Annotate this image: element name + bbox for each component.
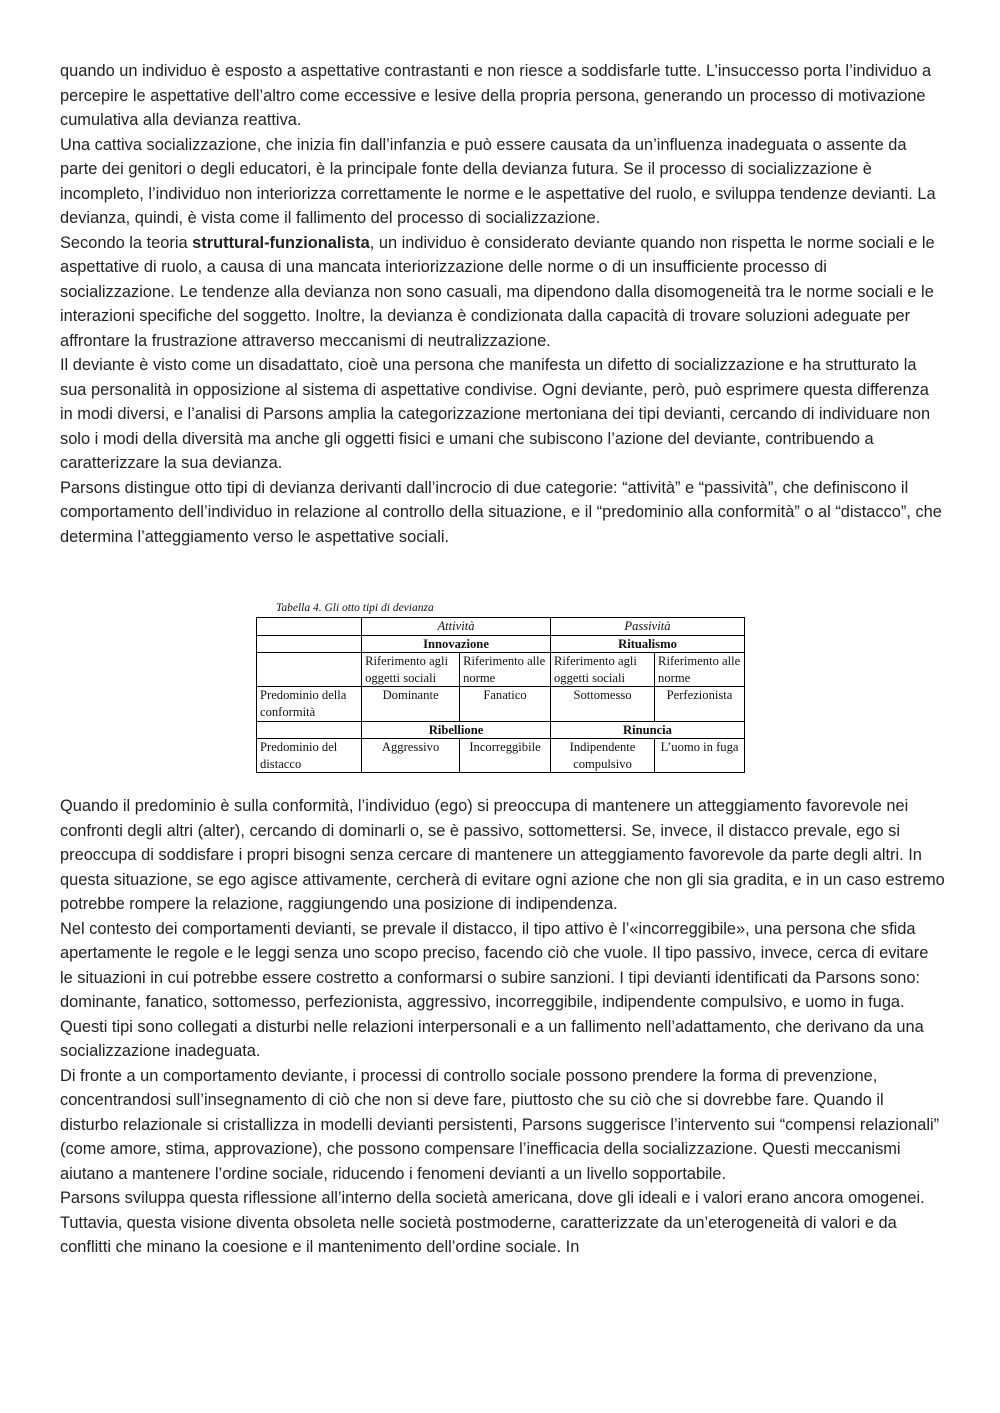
row-header-distacco: Predominio del distacco bbox=[257, 739, 362, 773]
table-cell bbox=[257, 618, 362, 636]
header-ritualismo: Ritualismo bbox=[550, 635, 744, 653]
table-cell bbox=[257, 721, 362, 739]
column-header-passivita: Passività bbox=[550, 618, 744, 636]
subheader-cell: Riferimento alle norme bbox=[460, 653, 551, 687]
table-cell: L’uomo in fuga bbox=[655, 739, 745, 773]
header-innovazione: Innovazione bbox=[362, 635, 551, 653]
paragraph: Secondo la teoria struttural-funzionalista, un individuo è considerato deviante quando non rispetta le norme sociali e le aspettative di ruolo, a causa di una mancata interiorizzazione delle norme o di un insufficiente processo di socializzazione. Le tendenze alla devianza non sono casuali, ma dipendono dalla disomogeneità tra le norme sociali e le interazioni specifiche del soggetto. Inoltre, la devianza è condizionata dalla capacità di trovare soluzioni adeguate per affrontare la frustrazione attraverso meccanismi di neutralizzazione. bbox=[60, 233, 935, 350]
subheader-cell: Riferimento agli oggetti sociali bbox=[550, 653, 654, 687]
table-cell: Indipendente compulsivo bbox=[550, 739, 654, 773]
table-row bbox=[257, 653, 745, 687]
header-ribellione: Ribellione bbox=[362, 721, 551, 739]
subheader-cell: Riferimento alle norme bbox=[655, 653, 745, 687]
row-header-conformita: Predominio della conformità bbox=[257, 687, 362, 721]
paragraph: quando un individuo è esposto a aspettative contrastanti e non riesce a soddisfarle tutte. L’insuccesso porta l’individuo a percepire le aspettative dell’altro come eccessive e lesive della propria persona, generando un processo di motivazione cumulativa alla devianza reattiva. bbox=[60, 62, 932, 129]
table-row bbox=[257, 635, 745, 653]
table-cell bbox=[257, 653, 362, 687]
paragraph: Parsons distingue otto tipi di devianza derivanti dall’incrocio di due categorie: “attività” e “passività”, che definiscono il comportamento dell’individuo in relazione al controllo della situazione, e il “predominio alla conformità” o al “distacco”, che determina l’atteggiamento verso le aspettative sociali. bbox=[60, 478, 942, 546]
table-cell: Incorreggibile bbox=[460, 739, 551, 773]
deviance-types-table bbox=[256, 617, 745, 773]
header-rinuncia: Rinuncia bbox=[550, 721, 744, 739]
table-row bbox=[257, 618, 745, 636]
intro-text bbox=[60, 59, 945, 549]
paragraph: Parsons sviluppa questa riflessione all’interno della società americana, dove gli ideali e i valori erano ancora omogenei. Tuttavia, questa visione diventa obsoleta nelle società postmoderne, caratterizzate da un’eterogeneità di valori e da conflitti che minano la coesione e il mantenimento dell’ordine sociale. In bbox=[60, 1189, 925, 1256]
paragraph: Il deviante è visto come un disadattato, cioè una persona che manifesta un difetto di socializzazione e ha strutturato la sua personalità in opposizione al sistema di aspettative condivise. Ogni deviante, però, può esprimere questa differenza in modi diversi, e l’analisi di Parsons amplia la categorizzazione mertoniana dei tipi devianti, cercando di individuare non solo i modi della diversità ma anche gli oggetti fisici e umani che subiscono l’azione del deviante, contribuendo a caratterizzare la sua devianza. bbox=[60, 356, 931, 472]
table-row bbox=[257, 687, 745, 721]
paragraph: Quando il predominio è sulla conformità, l’individuo (ego) si preoccupa di mantenere un atteggiamento favorevole nei confronti degli altri (alter), cercando di dominarli o, se è passivo, sottomettersi. Se, invece, il distacco prevale, ego si preoccupa di soddisfare i propri bisogni senza cercare di mantenere un atteggiamento favorevole da parte degli altri. In questa situazione, se ego agisce attivamente, cercherà di evitare ogni azione che non gli sia gradita, e in un caso estremo potrebbe rompere la relazione, raggiungendo una posizione di indipendenza. bbox=[60, 797, 945, 913]
body-text bbox=[60, 794, 945, 1260]
table-cell: Perfezionista bbox=[655, 687, 745, 721]
table-cell: Fanatico bbox=[460, 687, 551, 721]
table-row bbox=[257, 739, 745, 773]
paragraph: Di fronte a un comportamento deviante, i processi di controllo sociale possono prendere la forma di prevenzione, concentrandosi sull’insegnamento di ciò che non si deve fare, piuttosto che su ciò che si dovrebbe fare. Quando il disturbo relazionale si cristallizza in modelli devianti persistenti, Parsons suggerisce l’intervento sui “compensi relazionali” (come amore, stima, approvazione), che possono compensare l’inefficacia della socializzazione. Questi meccanismi aiutano a mantenere l’ordine sociale, riducendo i fenomeni devianti a un livello sopportabile. bbox=[60, 1066, 940, 1183]
table-cell: Dominante bbox=[362, 687, 460, 721]
table-row bbox=[257, 721, 745, 739]
table-caption: Tabella 4. Gli otto tipi di devianza bbox=[276, 602, 434, 614]
table-cell: Aggressivo bbox=[362, 739, 460, 773]
subheader-cell: Riferimento agli oggetti sociali bbox=[362, 653, 460, 687]
table-cell: Sottomesso bbox=[550, 687, 654, 721]
paragraph: Una cattiva socializzazione, che inizia fin dall’infanzia e può essere causata da un’influenza inadeguata o assente da parte dei genitori o degli educatori, è la principale fonte della devianza futura. Se il processo di socializzazione è incompleto, l’individuo non interiorizza correttamente le norme e le aspettative del ruolo, e sviluppa tendenze devianti. La devianza, quindi, è vista come il fallimento del processo di socializzazione. bbox=[60, 135, 936, 227]
table-cell bbox=[257, 635, 362, 653]
paragraph: Nel contesto dei comportamenti devianti, se prevale il distacco, il tipo attivo è l’«incorreggibile», una persona che sfida apertamente le regole e le leggi senza uno scopo preciso, facendo ciò che vuole. Il tipo passivo, invece, cerca di evitare le situazioni in cui potrebbe essere costretto a conformarsi o subire sanzioni. I tipi devianti identificati da Parsons sono: dominante, fanatico, sottomesso, perfezionista, aggressivo, incorreggibile, indipendente compulsivo, e uomo in fuga. Questi tipi sono collegati a disturbi nelle relazioni interpersonali e a un fallimento nell’adattamento, che derivano da una socializzazione inadeguata. bbox=[60, 919, 929, 1060]
key-term: struttural-funzionalista bbox=[192, 233, 370, 252]
column-header-attivita: Attività bbox=[362, 618, 551, 636]
